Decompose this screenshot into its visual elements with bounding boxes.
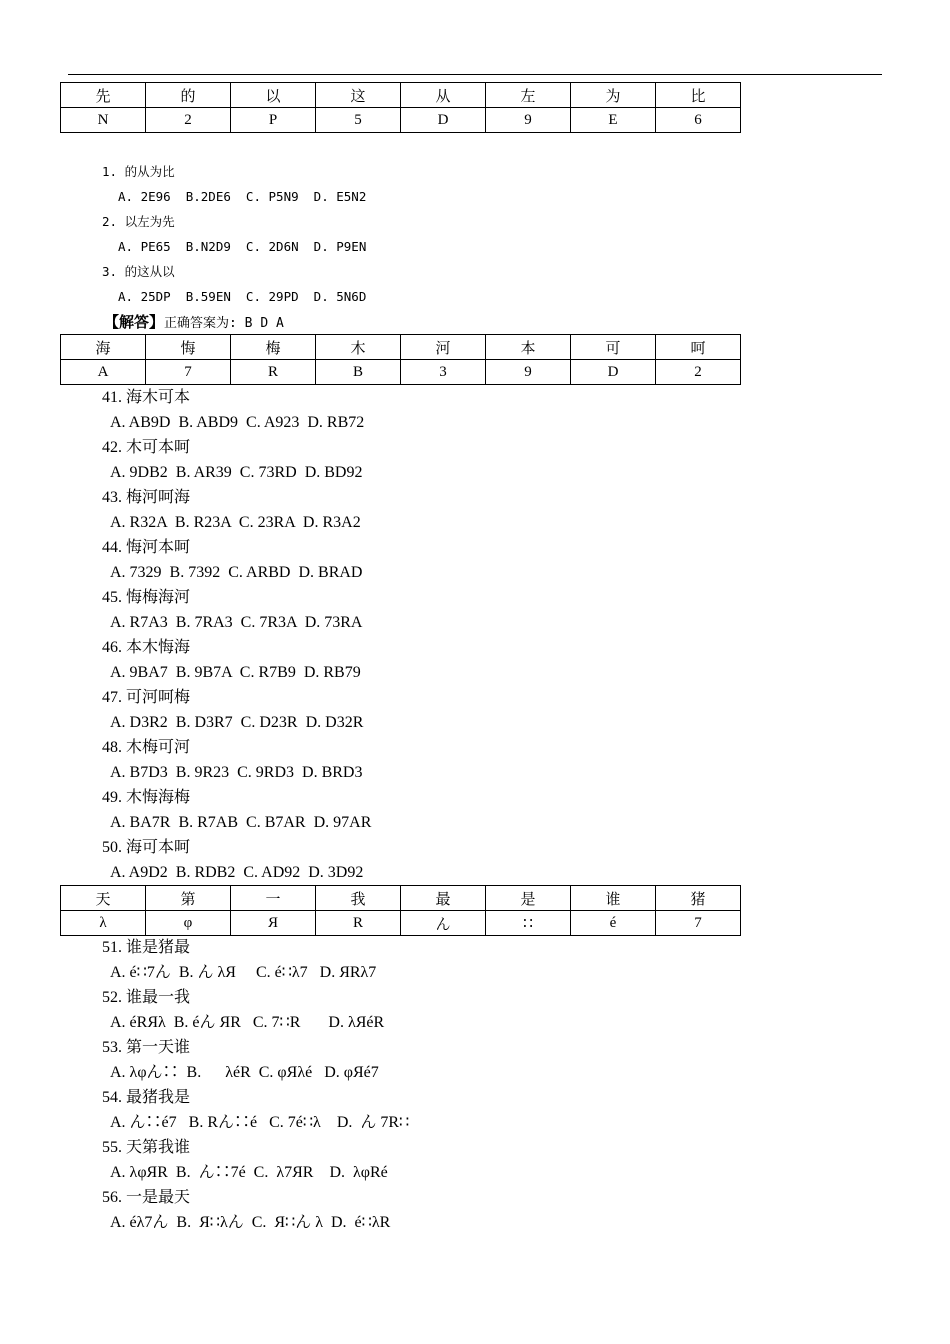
table-cell: 9 — [486, 360, 571, 385]
question-options: A. AB9D B. ABD9 C. A923 D. RB72 — [110, 414, 365, 431]
answer-text: 正确答案为: B D A — [164, 316, 284, 331]
table-cell: P — [231, 108, 316, 133]
table-row-codes — [61, 360, 741, 385]
question-options: A. BA7R B. R7AB C. B7AR D. 97AR — [110, 814, 372, 831]
question-options: A. 2E96 B.2DE6 C. P5N9 D. E5N2 — [118, 189, 367, 204]
question-options: A. R7A3 B. 7RA3 C. 7R3A D. 73RA — [110, 614, 363, 631]
table-cell: 从 — [401, 83, 486, 108]
table-cell: 这 — [316, 83, 401, 108]
table-cell: 呵 — [656, 335, 741, 360]
table-row-chars — [61, 335, 741, 360]
table-cell: 5 — [316, 108, 401, 133]
table-cell: R — [231, 360, 316, 385]
table-cell: λ — [61, 911, 146, 936]
question-options: A. λφん∷ B. λéR C. φЯλé D. φЯé7 — [110, 1064, 379, 1081]
table-cell: 最 — [401, 886, 486, 911]
question-options: A. éRЯλ B. éん ЯR C. 7∷R D. λЯéR — [110, 1014, 385, 1031]
table-cell: 梅 — [231, 335, 316, 360]
table-cell: 9 — [486, 108, 571, 133]
table-cell: 3 — [401, 360, 486, 385]
table-cell: D — [401, 108, 486, 133]
question-text: 54. 最猪我是 — [102, 1089, 191, 1106]
question-options: A. ん∷é7 B. Rん∷é C. 7é∷λ D. ん 7R∷ — [110, 1114, 410, 1131]
question-text: 41. 海木可本 — [102, 389, 191, 406]
question-text: 43. 梅河呵海 — [102, 489, 191, 506]
question-text: 45. 悔梅海河 — [102, 589, 191, 606]
question-text: 51. 谁是猪最 — [102, 939, 191, 956]
question-options: A. 9BA7 B. 9B7A C. R7B9 D. RB79 — [110, 664, 361, 681]
question-options: A. λφЯR B. ん∷7é C. λ7ЯR D. λφRé — [110, 1164, 388, 1181]
question-text: 47. 可河呵梅 — [102, 689, 191, 706]
question-text: 50. 海可本呵 — [102, 839, 191, 856]
question-text: 3. 的这从以 — [102, 264, 175, 279]
table-row-codes — [61, 911, 741, 936]
question-options: A. é∷7ん B. ん λЯ C. é∷λ7 D. ЯRλ7 — [110, 964, 377, 981]
question-text: 56. 一是最天 — [102, 1189, 191, 1206]
question-text: 46. 本木悔海 — [102, 639, 191, 656]
table-cell: φ — [146, 911, 231, 936]
table-cell: 可 — [571, 335, 656, 360]
table-cell: 悔 — [146, 335, 231, 360]
table-cell: 猪 — [656, 886, 741, 911]
table-cell: 木 — [316, 335, 401, 360]
table-cell: 7 — [146, 360, 231, 385]
table-row-chars — [61, 886, 741, 911]
question-text: 48. 木梅可河 — [102, 739, 191, 756]
question-options: A. D3R2 B. D3R7 C. D23R D. D32R — [110, 714, 364, 731]
question-options: A. 7329 B. 7392 C. ARBD D. BRAD — [110, 564, 363, 581]
table-cell: A — [61, 360, 146, 385]
question-text: 42. 木可本呵 — [102, 439, 191, 456]
table-cell: 6 — [656, 108, 741, 133]
table-row-codes — [61, 108, 741, 133]
table-cell: 谁 — [571, 886, 656, 911]
code-table-3 — [60, 885, 741, 936]
answer-line — [104, 312, 284, 334]
table-cell: 的 — [146, 83, 231, 108]
table-cell: N — [61, 108, 146, 133]
table-cell: 第 — [146, 886, 231, 911]
table-cell: 天 — [61, 886, 146, 911]
table-cell: ん — [401, 911, 486, 936]
question-options: A. B7D3 B. 9R23 C. 9RD3 D. BRD3 — [110, 764, 363, 781]
question-options: A. 25DP B.59EN C. 29PD D. 5N6D — [118, 289, 367, 304]
code-table-1 — [60, 82, 741, 133]
code-table-2 — [60, 334, 741, 385]
question-options: A. éλ7ん B. Я∷λん C. Я∷ん λ D. é∷λR — [110, 1214, 391, 1231]
table-cell: 2 — [146, 108, 231, 133]
table-cell: 先 — [61, 83, 146, 108]
question-text: 44. 悔河本呵 — [102, 539, 191, 556]
table-cell: 2 — [656, 360, 741, 385]
table-cell: ∷ — [486, 911, 571, 936]
table-cell: é — [571, 911, 656, 936]
table-cell: B — [316, 360, 401, 385]
table-cell: Я — [231, 911, 316, 936]
table-cell: 是 — [486, 886, 571, 911]
table-cell: 以 — [231, 83, 316, 108]
table-cell: 海 — [61, 335, 146, 360]
table-cell: 一 — [231, 886, 316, 911]
table-cell: 为 — [571, 83, 656, 108]
table-cell: 比 — [656, 83, 741, 108]
table-row-chars — [61, 83, 741, 108]
table-cell: E — [571, 108, 656, 133]
question-text: 2. 以左为先 — [102, 214, 175, 229]
question-text: 53. 第一天谁 — [102, 1039, 191, 1056]
question-options: A. R32A B. R23A C. 23RA D. R3A2 — [110, 514, 361, 531]
question-text: 55. 天第我谁 — [102, 1139, 191, 1156]
table-cell: 本 — [486, 335, 571, 360]
table-cell: 河 — [401, 335, 486, 360]
question-options: A. A9D2 B. RDB2 C. AD92 D. 3D92 — [110, 864, 364, 881]
answer-label: 【解答】 — [104, 313, 165, 331]
question-options: A. 9DB2 B. AR39 C. 73RD D. BD92 — [110, 464, 363, 481]
table-cell: D — [571, 360, 656, 385]
table-cell: 我 — [316, 886, 401, 911]
question-options: A. PE65 B.N2D9 C. 2D6N D. P9EN — [118, 239, 367, 254]
table-cell: 7 — [656, 911, 741, 936]
question-text: 1. 的从为比 — [102, 164, 175, 179]
table-cell: 左 — [486, 83, 571, 108]
question-text: 49. 木悔海梅 — [102, 789, 191, 806]
question-text: 52. 谁最一我 — [102, 989, 191, 1006]
header-rule — [68, 74, 882, 75]
table-cell: R — [316, 911, 401, 936]
